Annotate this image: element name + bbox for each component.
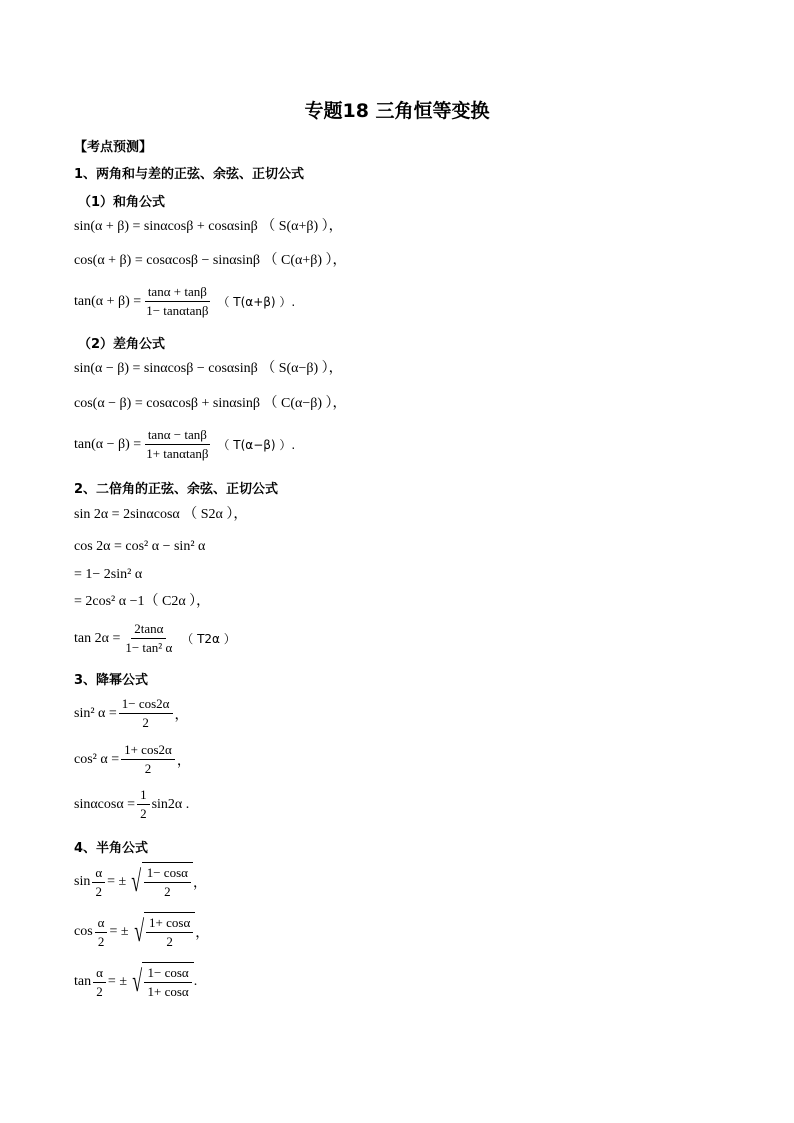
heading-4: 4、半角公式	[74, 841, 149, 856]
radical-icon: √	[133, 915, 144, 948]
formula-half-tan	[74, 962, 197, 1002]
power-sin-denominator: 2	[142, 715, 149, 730]
half-sin-sqrt	[128, 862, 193, 902]
formula-power-sincos	[74, 787, 189, 822]
half-sin-angle-num: α	[92, 865, 105, 883]
formula-cos-2a-2: = 1− 2sin² α	[74, 567, 143, 582]
power-cos-fraction	[121, 742, 175, 777]
tan-diff-fraction	[143, 427, 211, 462]
tan-2a-numerator: 2tanα	[131, 621, 166, 639]
power-cos-numerator: 1+ cos2α	[121, 742, 175, 760]
formula-tan-diff	[74, 427, 295, 462]
tan-2a-denominator: 1− tan² α	[125, 640, 173, 655]
formula-tan-2a	[74, 621, 236, 656]
half-sin-end: ，	[192, 876, 207, 891]
formula-power-sin	[74, 696, 189, 731]
half-sin-angle-den: 2	[95, 883, 102, 899]
tan-diff-numerator: tanα − tanβ	[145, 427, 210, 445]
formula-half-sin	[74, 862, 207, 902]
half-tan-angle-num: α	[93, 965, 106, 983]
power-sin-numerator: 1− cos2α	[119, 696, 173, 714]
radical-icon: √	[132, 965, 143, 998]
formula-sin-diff: sin(α − β) = sinαcosβ − cosαsinβ （ S(α−β) ），	[74, 361, 343, 376]
heading-3: 3、降幂公式	[74, 673, 149, 688]
half-sin-radicand	[144, 865, 191, 900]
formula-sin-2a: sin 2α = 2sinαcosα （ S2α ），	[74, 507, 248, 522]
subheading-sum: （1）和角公式	[78, 195, 166, 210]
power-sin-fraction	[119, 696, 173, 731]
half-cos-sqrt	[131, 912, 196, 952]
heading-1: 1、两角和与差的正弦、余弦、正切公式	[74, 167, 305, 182]
half-cos-angle	[95, 915, 108, 950]
half-tan-angle-den: 2	[96, 983, 103, 999]
half-tan-pm: = ±	[107, 974, 128, 989]
half-cos-lhs: cos	[74, 924, 93, 939]
half-tan-sqrt	[129, 962, 194, 1002]
formula-cos-2a-1: cos 2α = cos² α − sin² α	[74, 539, 206, 554]
power-sincos-fraction	[137, 787, 150, 822]
tan-sum-fraction	[143, 284, 211, 319]
power-sin-lhs: sin² α =	[74, 705, 117, 721]
half-cos-end: ，	[195, 926, 210, 941]
page-title: 专题18 三角恒等变换	[304, 100, 490, 122]
formula-power-cos	[74, 742, 191, 777]
formula-half-cos	[74, 912, 209, 952]
tan-2a-lhs: tan 2α =	[74, 630, 121, 646]
formula-sin-sum: sin(α + β) = sinαcosβ + cosαsinβ （ S(α+β) ），	[74, 219, 343, 234]
half-cos-pm: = ±	[109, 924, 129, 939]
tan-sum-denominator: 1− tanαtanβ	[146, 303, 209, 318]
power-sincos-denominator: 2	[140, 806, 147, 821]
radical-icon: √	[131, 865, 142, 898]
half-sin-pm: = ±	[107, 874, 127, 889]
power-cos-lhs: cos² α =	[74, 751, 120, 767]
tan-diff-lhs: tan(α − β) =	[74, 436, 142, 452]
half-sin-radicand-num: 1− cosα	[144, 865, 191, 883]
power-sincos-numerator: 1	[137, 787, 150, 805]
half-cos-radicand-num: 1+ cosα	[146, 915, 193, 933]
tan-sum-lhs: tan(α + β) =	[74, 293, 142, 309]
tan-diff-tag: （ T(α−β) ）.	[217, 438, 296, 452]
formula-cos-diff: cos(α − β) = cosαcosβ + sinαsinβ （ C(α−β) ），	[74, 396, 347, 411]
power-sincos-rhs: sin2α .	[151, 796, 190, 812]
tan-2a-tag: （ T2α ）	[181, 632, 236, 646]
formula-cos-2a-3: = 2cos² α −1（ C2α ），	[74, 594, 211, 609]
half-tan-radicand	[144, 965, 191, 1000]
half-cos-angle-den: 2	[97, 933, 105, 949]
half-cos-radicand-den: 2	[166, 934, 173, 949]
half-cos-radicand	[146, 915, 193, 950]
half-tan-radicand-den: 1+ cosα	[147, 984, 189, 999]
half-sin-angle	[92, 865, 105, 900]
heading-2: 2、二倍角的正弦、余弦、正切公式	[74, 482, 279, 497]
tan-2a-fraction	[122, 621, 175, 656]
half-cos-angle-num: α	[95, 915, 108, 933]
power-cos-end: ，	[176, 753, 191, 769]
half-tan-end: .	[193, 974, 198, 989]
half-sin-radicand-den: 2	[164, 884, 171, 899]
subheading-diff: （2）差角公式	[78, 337, 166, 352]
half-tan-angle	[93, 965, 106, 1000]
half-tan-lhs: tan	[74, 974, 92, 989]
half-tan-radicand-num: 1− cosα	[144, 965, 191, 983]
section-label: 【考点预测】	[74, 140, 153, 155]
power-cos-denominator: 2	[144, 761, 152, 776]
tan-diff-denominator: 1+ tanαtanβ	[146, 446, 209, 461]
formula-tan-sum	[74, 284, 295, 319]
power-sincos-lhs: sinαcosα =	[74, 796, 136, 812]
formula-cos-sum: cos(α + β) = cosαcosβ − sinαsinβ （ C(α+β) ），	[74, 253, 347, 268]
power-sin-end: ，	[174, 707, 189, 723]
half-sin-lhs: sin	[74, 874, 91, 889]
tan-sum-numerator: tanα + tanβ	[145, 284, 210, 302]
tan-sum-tag: （ T(α+β) ）.	[217, 295, 296, 309]
